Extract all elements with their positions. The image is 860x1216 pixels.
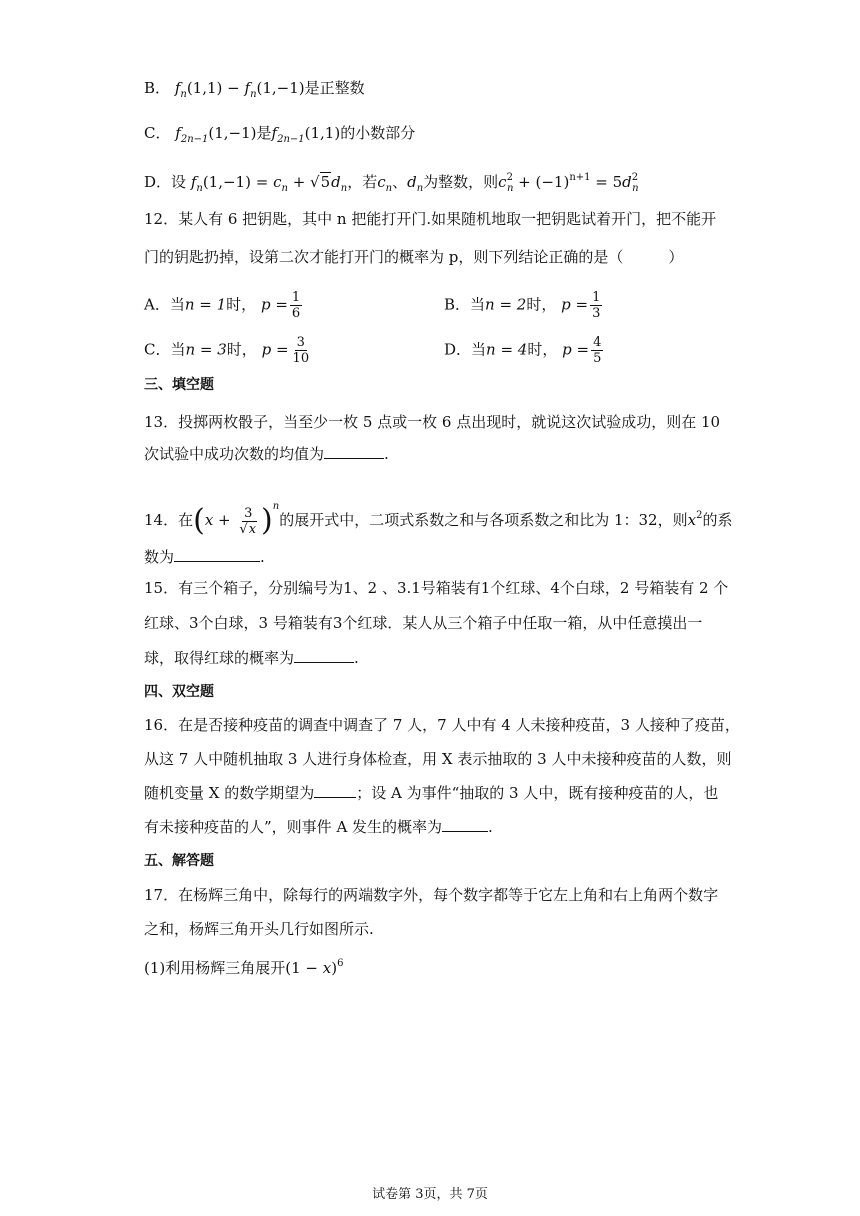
- question-16-line-2: 从这 7 人中随机抽取 3 人进行身体检查，用 X 表示抽取的 3 人中未接种疫苗的人数，则: [144, 750, 732, 768]
- answer-blank: [294, 648, 354, 663]
- option-12-c: C．当n = 3时， p = $\frac{3}{10}$: [144, 335, 310, 366]
- answer-blank: [314, 783, 356, 798]
- section-5-heading: 五、解答题: [144, 853, 214, 869]
- question-12-line-1: 12．某人有 6 把钥匙，其中 n 把能打开门.如果随机地取一把钥匙试着开门，把不能开: [144, 210, 717, 228]
- page-footer: 试卷第 3页，共 7页: [372, 1187, 488, 1202]
- option-12-d: D．当n = 4时， p = $\frac{4}{5}$: [444, 335, 602, 366]
- question-15-line-1: 15．有三个箱子，分别编号为1、2 、3.1号箱装有1个红球、4个白球，2 号箱装有 2 个: [144, 579, 729, 597]
- option-11-b: B． $f_n(1,1) - f_n(1,-1)$是正整数: [144, 79, 365, 100]
- section-4-heading: 四、双空题: [144, 684, 214, 700]
- question-14-line-1: 14．在(x + $\frac{3}{√x}$ )$^n$的展开式中，二项式系数之和与各项系数之和比为 1：32，则$x^2$的系: [144, 501, 733, 538]
- question-17-line-1: 17．在杨辉三角中，除每行的两端数字外，每个数字都等于它左上角和右上角两个数字: [144, 886, 719, 904]
- question-15-line-2: 红球、3个白球，3 号箱装有3个红球．某人从三个箱子中任取一箱，从中任意摸出一: [144, 614, 703, 632]
- question-17-sub-1: (1)利用杨辉三角展开$(1 - x)^6$: [144, 958, 344, 977]
- question-16-line-4: 有未接种疫苗的人”，则事件 A 发生的概率为 .: [144, 818, 493, 836]
- answer-blank: [442, 817, 488, 832]
- question-12-line-2: 门的钥匙扔掉，设第二次才能打开门的概率为 p，则下列结论正确的是（ ）: [144, 248, 684, 266]
- question-15-line-3: 球，取得红球的概率为 .: [144, 649, 359, 667]
- question-16-line-3: 随机变量 X 的数学期望为 ；设 A 为事件“抽取的 3 人中，既有接种疫苗的人，也: [144, 784, 719, 802]
- section-3-heading: 三、填空题: [144, 377, 214, 393]
- option-11-d: D．设 $f_n(1,-1) = c_n + √5d_n$，若$c_n$、$d_n$为整数，则$c^2_n + (-1)^{n+1} = 5d^2_n$: [144, 172, 639, 194]
- question-13-line-1: 13．投掷两枚骰子，当至少一枚 5 点或一枚 6 点出现时，就说这次试验成功，则在 10: [144, 413, 721, 431]
- question-13-line-2: 次试验中成功次数的均值为 .: [144, 445, 389, 463]
- question-16-line-1: 16．在是否接种疫苗的调查中调查了 7 人，7 人中有 4 人未接种疫苗，3 人接种了疫苗，: [144, 716, 740, 734]
- option-12-a: A．当n = 1时， p = $\frac{1}{6}$: [144, 290, 301, 321]
- option-11-c: C． $f_{2n-1}(1,-1)$是$f_{2n-1}(1,1)$的小数部分: [144, 124, 416, 145]
- answer-blank: [324, 444, 384, 459]
- answer-blank: [174, 547, 260, 562]
- option-12-b: B．当n = 2时， p = $\frac{1}{3}$: [444, 290, 601, 321]
- question-17-line-2: 之和，杨辉三角开头几行如图所示.: [144, 920, 374, 938]
- question-14-line-2: 数为 .: [144, 548, 265, 566]
